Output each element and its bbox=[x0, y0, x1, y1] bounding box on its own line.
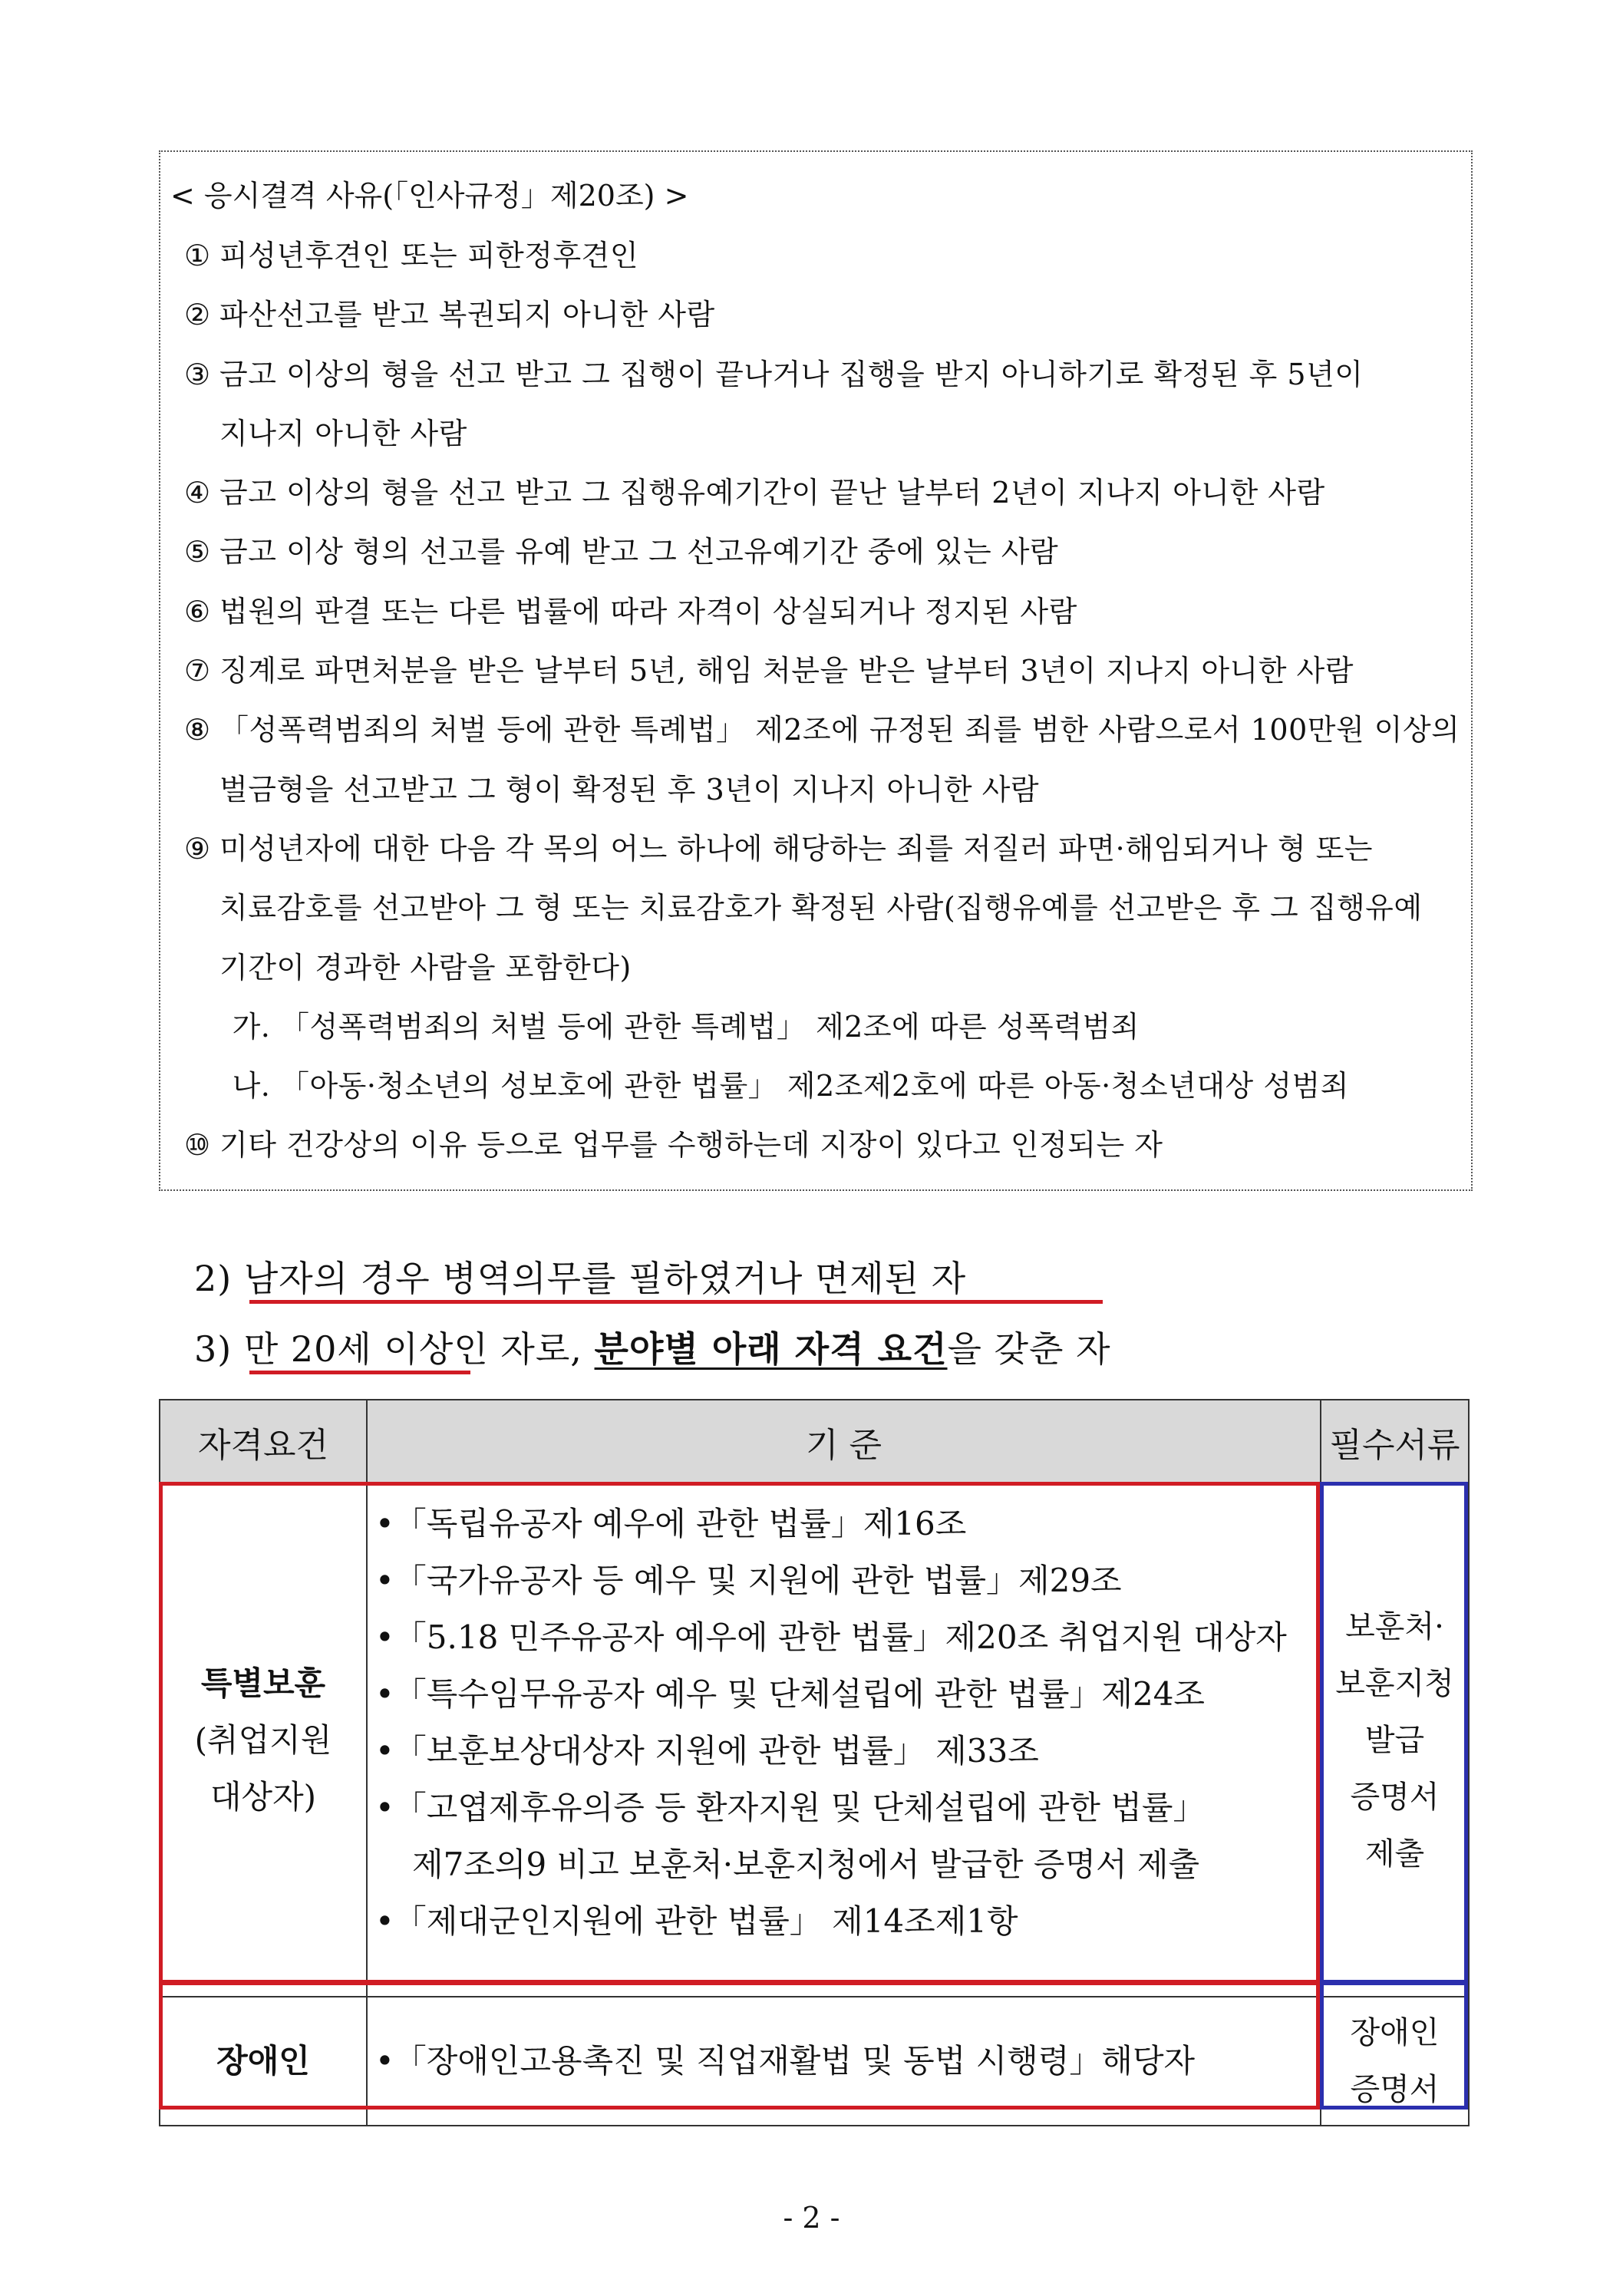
criteria-cell: •「장애인고용촉진 및 직업재활법 및 동법 시행령」해당자 bbox=[367, 1997, 1321, 2126]
disqualification-item: 지나지 아니한 사람 bbox=[219, 417, 467, 450]
page-number: - 2 - bbox=[783, 2201, 840, 2235]
disqualification-item: 기간이 경과한 사람을 포함한다) bbox=[219, 951, 632, 985]
red-highlight-box bbox=[159, 1482, 1320, 1984]
disqualification-item: ⑦ 징계로 파면처분을 받은 날부터 5년, 해임 처분을 받은 날부터 3년이 지나지 아니한 사람 bbox=[184, 654, 1354, 688]
disqualification-item: ② 파산선고를 받고 복권되지 아니한 사람 bbox=[184, 298, 715, 332]
military-red-underline bbox=[249, 1300, 1103, 1304]
category-cell: 특별보훈 (취업지원 대상자) bbox=[160, 1484, 367, 1997]
disqualification-item: ③ 금고 이상의 형을 선고 받고 그 집행이 끝나거나 집행을 받지 아니하기로 확정된 후 5년이 bbox=[184, 358, 1364, 391]
category-cell: 장애인 bbox=[160, 1997, 367, 2126]
disqualification-subitem: 나. 「아동·청소년의 성보호에 관한 법률」 제2조제2호에 따른 아동·청소년대상 성범죄 bbox=[223, 1069, 1349, 1103]
red-highlight-box bbox=[159, 1981, 1320, 2110]
requirement-military: 2) 남자의 경우 병역의무를 필하였거나 면제된 자 bbox=[194, 1258, 967, 1299]
requirement-age: 3) 만 20세 이상인 자로, 분야별 아래 자격 요건을 갖춘 자 bbox=[194, 1328, 1111, 1370]
age-red-underline bbox=[249, 1371, 470, 1374]
criteria-cell: •「독립유공자 예우에 관한 법률」제16조 •「국가유공자 등 예우 및 지원에 관한 법률」제29조 •「5.18 민주유공자 예우에 관한 법률」제20조 취업지원 대상자 •「특수임무유공자 예우 및 단체설립에 관한 법률」제24조 •「보훈보상대상자 지원에 관한 법률」 제33조 •「고엽제후유의증 등 환자지원 및 단체설립에 관한 법률」 제7조의9 비고 보훈처·보훈지청에서 발급한 증명서 제출 •「제대군인지원에 관한 법률」 제14조제1항 bbox=[367, 1484, 1321, 1997]
disqualification-item: ⑩ 기타 건강상의 이유 등으로 업무를 수행하는데 지장이 있다고 인정되는 자 bbox=[184, 1128, 1163, 1162]
disqualification-item: 벌금형을 선고받고 그 형이 확정된 후 3년이 지나지 아니한 사람 bbox=[219, 773, 1040, 807]
header-qualification: 자격요건 bbox=[160, 1400, 367, 1484]
disqualification-item: ④ 금고 이상의 형을 선고 받고 그 집행유예기간이 끝난 날부터 2년이 지나지 아니한 사람 bbox=[184, 476, 1325, 510]
blue-highlight-box bbox=[1320, 1981, 1468, 2110]
disqualification-title: < 응시결격 사유(「인사규정」제20조) > bbox=[170, 179, 689, 213]
disqualification-subitem: 가. 「성폭력범죄의 처벌 등에 관한 특례법」 제2조에 따른 성폭력범죄 bbox=[223, 1010, 1140, 1044]
docs-cell: 보훈처· 보훈지청 발급 증명서 제출 bbox=[1321, 1484, 1469, 1997]
header-required-docs: 필수서류 bbox=[1321, 1400, 1469, 1484]
blue-highlight-box bbox=[1320, 1482, 1468, 1984]
disqualification-item: ① 피성년후견인 또는 피한정후견인 bbox=[184, 239, 639, 272]
disqualification-item: 치료감호를 선고받아 그 형 또는 치료감호가 확정된 사람(집행유예를 선고받은 후 그 집행유예 bbox=[219, 891, 1423, 925]
header-criteria: 기 준 bbox=[367, 1400, 1321, 1484]
disqualification-item: ⑤ 금고 이상 형의 선고를 유예 받고 그 선고유예기간 중에 있는 사람 bbox=[184, 535, 1059, 569]
disqualification-item: ⑧ 「성폭력범죄의 처벌 등에 관한 특례법」 제2조에 규정된 죄를 범한 사람으로서 100만원 이상의 bbox=[184, 713, 1460, 747]
disqualification-item: ⑨ 미성년자에 대한 다음 각 목의 어느 하나에 해당하는 죄를 저질러 파면·해임되거나 형 또는 bbox=[184, 832, 1374, 866]
docs-cell: 장애인 증명서 bbox=[1321, 1997, 1469, 2126]
disqualification-item: ⑥ 법원의 판결 또는 다른 법률에 따라 자격이 상실되거나 정지된 사람 bbox=[184, 595, 1077, 628]
